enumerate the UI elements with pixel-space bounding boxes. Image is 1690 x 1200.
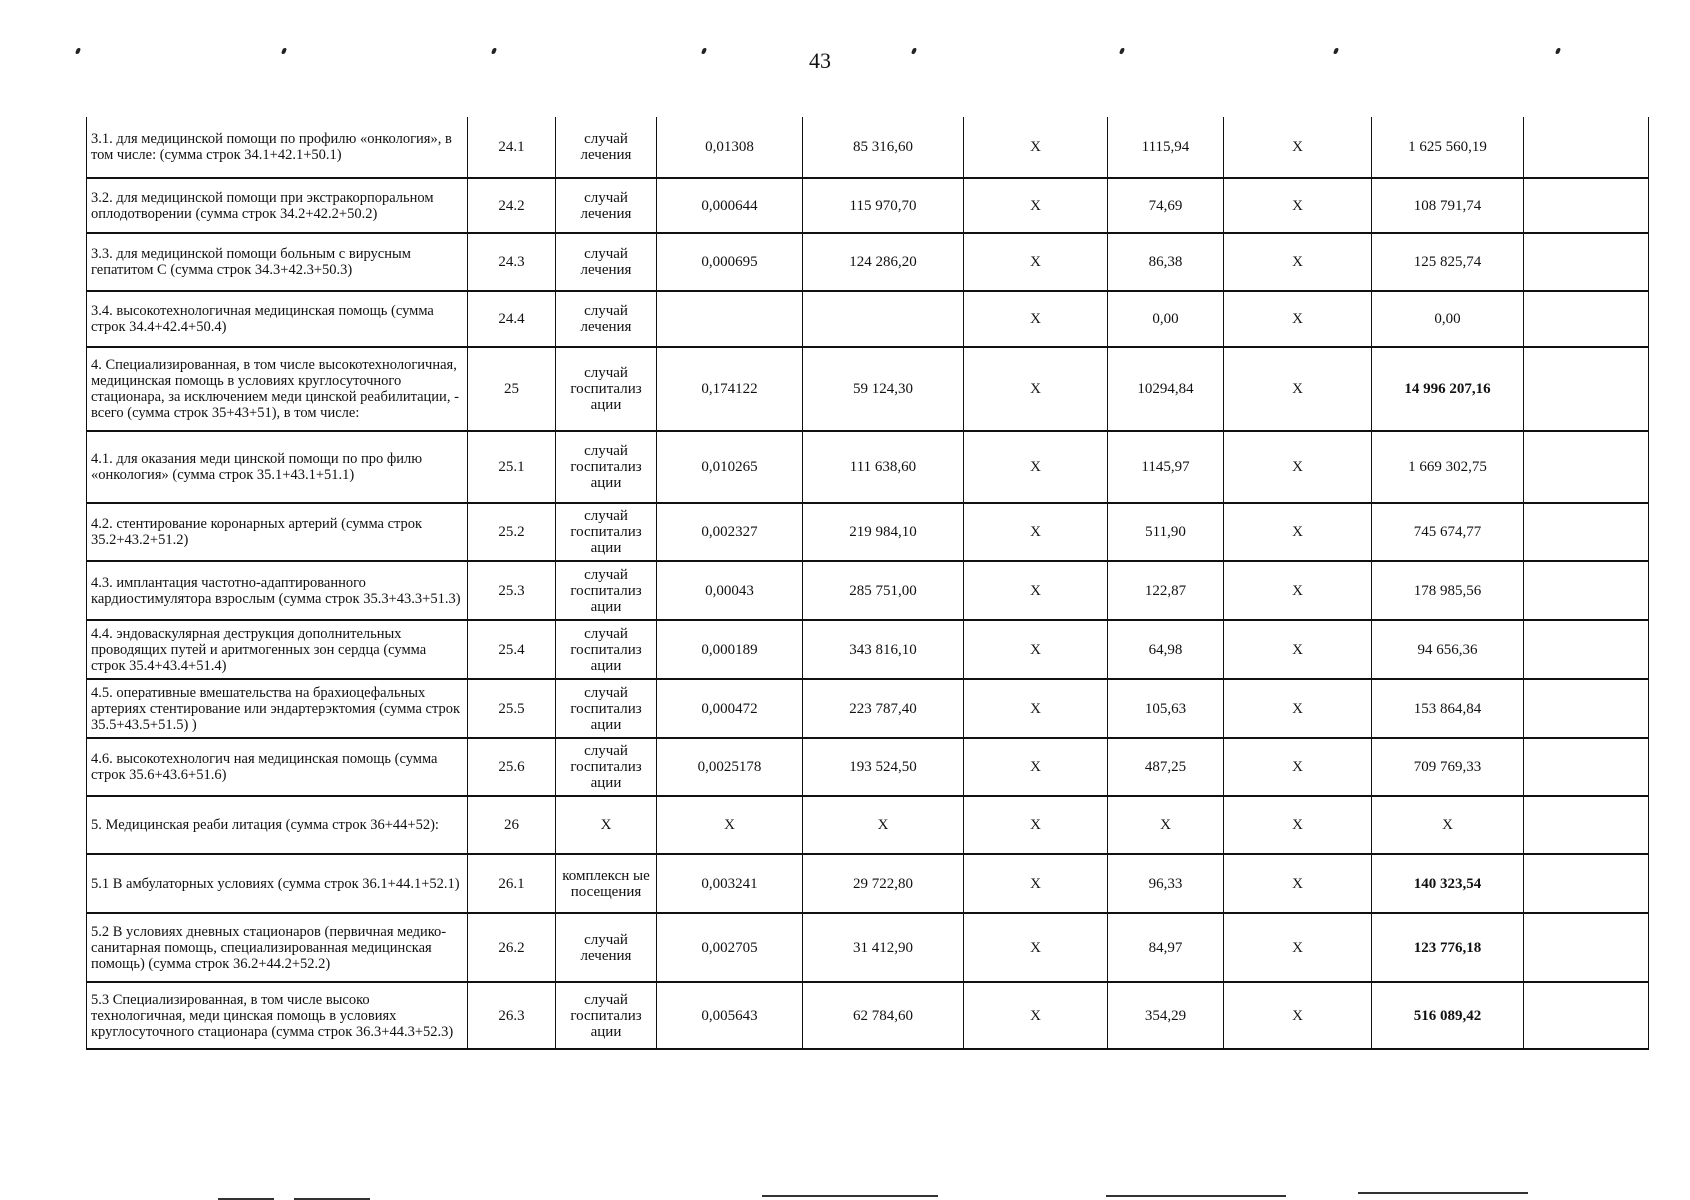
normative-volume: 0,000472 xyxy=(657,679,803,738)
unit-cost: 111 638,60 xyxy=(803,431,964,503)
total-amount: 516 089,42 xyxy=(1372,982,1524,1049)
table-row xyxy=(87,561,1649,620)
total-amount: 1 625 560,19 xyxy=(1372,117,1524,178)
total-amount: 0,00 xyxy=(1372,291,1524,347)
total-amount: X xyxy=(1372,796,1524,854)
table-row xyxy=(87,178,1649,233)
row-description: 5.1 В амбулаторных условиях (сумма строк 36.1+44.1+52.1) xyxy=(87,854,468,913)
total-amount: 123 776,18 xyxy=(1372,913,1524,982)
per-capita-value: 10294,84 xyxy=(1108,347,1224,431)
total-amount: 140 323,54 xyxy=(1372,854,1524,913)
cell-col5: X xyxy=(964,679,1108,738)
table-row xyxy=(87,503,1649,561)
table-row xyxy=(87,982,1649,1049)
cell-col9 xyxy=(1524,679,1649,738)
scan-mark xyxy=(911,48,917,54)
per-capita-value: 105,63 xyxy=(1108,679,1224,738)
cell-col9 xyxy=(1524,796,1649,854)
total-amount: 709 769,33 xyxy=(1372,738,1524,796)
unit-of-measure: случай госпитализ ации xyxy=(556,738,657,796)
table-row xyxy=(87,738,1649,796)
unit-of-measure: случай госпитализ ации xyxy=(556,431,657,503)
unit-cost: 223 787,40 xyxy=(803,679,964,738)
table-row xyxy=(87,913,1649,982)
table-row xyxy=(87,347,1649,431)
unit-cost xyxy=(803,291,964,347)
line-number: 25.5 xyxy=(468,679,556,738)
cell-col7: X xyxy=(1224,738,1372,796)
normative-volume: 0,005643 xyxy=(657,982,803,1049)
cell-col5: X xyxy=(964,738,1108,796)
table-row xyxy=(87,117,1649,178)
cell-col7: X xyxy=(1224,347,1372,431)
scan-mark xyxy=(1119,48,1125,54)
line-number: 26.2 xyxy=(468,913,556,982)
cell-col7: X xyxy=(1224,178,1372,233)
row-description: 5. Медицинская реаби литация (сумма строк 36+44+52): xyxy=(87,796,468,854)
unit-of-measure: случай лечения xyxy=(556,291,657,347)
row-description: 5.3 Специализированная, в том числе высоко технологичная, меди цинская помощь в условиях круглосуточного стационара (сумма строк 36.3+44.3+52.3) xyxy=(87,982,468,1049)
table-row xyxy=(87,854,1649,913)
cell-col5: X xyxy=(964,431,1108,503)
normative-volume xyxy=(657,291,803,347)
signature-line xyxy=(1106,1195,1286,1197)
cell-col9 xyxy=(1524,347,1649,431)
total-amount: 1 669 302,75 xyxy=(1372,431,1524,503)
cell-col5: X xyxy=(964,233,1108,291)
line-number: 25.2 xyxy=(468,503,556,561)
cell-col9 xyxy=(1524,620,1649,679)
row-description: 3.1. для медицинской помощи по профилю «онкология», в том числе: (сумма строк 34.1+42.1+50.1) xyxy=(87,117,468,178)
unit-of-measure: случай госпитализ ации xyxy=(556,503,657,561)
line-number: 26 xyxy=(468,796,556,854)
row-description: 4.6. высокотехнологич ная медицинская помощь (сумма строк 35.6+43.6+51.6) xyxy=(87,738,468,796)
total-amount: 125 825,74 xyxy=(1372,233,1524,291)
cell-col9 xyxy=(1524,503,1649,561)
cell-col9 xyxy=(1524,117,1649,178)
normative-volume: 0,000695 xyxy=(657,233,803,291)
cell-col5: X xyxy=(964,291,1108,347)
cell-col7: X xyxy=(1224,982,1372,1049)
data-table xyxy=(86,117,1649,1050)
total-amount: 108 791,74 xyxy=(1372,178,1524,233)
cell-col5: X xyxy=(964,561,1108,620)
cell-col5: X xyxy=(964,178,1108,233)
cell-col9 xyxy=(1524,291,1649,347)
scan-mark xyxy=(1333,48,1339,54)
unit-cost: X xyxy=(803,796,964,854)
cell-col5: X xyxy=(964,620,1108,679)
total-amount: 745 674,77 xyxy=(1372,503,1524,561)
cell-col7: X xyxy=(1224,503,1372,561)
per-capita-value: 354,29 xyxy=(1108,982,1224,1049)
cell-col7: X xyxy=(1224,431,1372,503)
row-description: 4. Специализированная, в том числе высокотехнологичная, медицинская помощь в условиях круглосуточного стационара, за исключением меди цинской реабилитации, - всего (сумма строк 35+43+51), в том числе: xyxy=(87,347,468,431)
total-amount: 14 996 207,16 xyxy=(1372,347,1524,431)
cell-col9 xyxy=(1524,178,1649,233)
normative-volume: 0,003241 xyxy=(657,854,803,913)
line-number: 25.4 xyxy=(468,620,556,679)
unit-cost: 31 412,90 xyxy=(803,913,964,982)
cell-col7: X xyxy=(1224,620,1372,679)
table-row xyxy=(87,291,1649,347)
table-row xyxy=(87,679,1649,738)
cell-col7: X xyxy=(1224,854,1372,913)
normative-volume: 0,002327 xyxy=(657,503,803,561)
unit-of-measure: случай госпитализ ации xyxy=(556,982,657,1049)
scan-mark xyxy=(701,48,707,54)
row-description: 5.2 В условиях дневных стационаров (первичная медико-санитарная помощь, специализированная медицинская помощь) (сумма строк 36.2+44.2+52.2) xyxy=(87,913,468,982)
cell-col7: X xyxy=(1224,233,1372,291)
normative-volume: 0,174122 xyxy=(657,347,803,431)
unit-cost: 115 970,70 xyxy=(803,178,964,233)
per-capita-value: 487,25 xyxy=(1108,738,1224,796)
line-number: 24.1 xyxy=(468,117,556,178)
cell-col5: X xyxy=(964,982,1108,1049)
total-amount: 94 656,36 xyxy=(1372,620,1524,679)
scan-mark xyxy=(491,48,497,54)
per-capita-value: 74,69 xyxy=(1108,178,1224,233)
unit-of-measure: случай лечения xyxy=(556,117,657,178)
line-number: 24.3 xyxy=(468,233,556,291)
row-description: 4.1. для оказания меди цинской помощи по про филю «онкология» (сумма строк 35.1+43.1+51.1) xyxy=(87,431,468,503)
per-capita-value: 122,87 xyxy=(1108,561,1224,620)
line-number: 26.1 xyxy=(468,854,556,913)
cell-col5: X xyxy=(964,347,1108,431)
unit-cost: 285 751,00 xyxy=(803,561,964,620)
per-capita-value: 86,38 xyxy=(1108,233,1224,291)
line-number: 25 xyxy=(468,347,556,431)
unit-of-measure: случай госпитализ ации xyxy=(556,679,657,738)
cell-col7: X xyxy=(1224,561,1372,620)
unit-of-measure: случай госпитализ ации xyxy=(556,347,657,431)
cell-col9 xyxy=(1524,561,1649,620)
cell-col9 xyxy=(1524,913,1649,982)
normative-volume: 0,010265 xyxy=(657,431,803,503)
per-capita-value: 0,00 xyxy=(1108,291,1224,347)
row-description: 3.2. для медицинской помощи при экстракорпоральном оплодотворении (сумма строк 34.2+42.2+50.2) xyxy=(87,178,468,233)
unit-cost: 29 722,80 xyxy=(803,854,964,913)
line-number: 25.3 xyxy=(468,561,556,620)
per-capita-value: 1115,94 xyxy=(1108,117,1224,178)
unit-of-measure: X xyxy=(556,796,657,854)
cell-col9 xyxy=(1524,738,1649,796)
per-capita-value: X xyxy=(1108,796,1224,854)
per-capita-value: 511,90 xyxy=(1108,503,1224,561)
row-description: 3.3. для медицинской помощи больным с вирусным гепатитом С (сумма строк 34.3+42.3+50.3) xyxy=(87,233,468,291)
total-amount: 178 985,56 xyxy=(1372,561,1524,620)
row-description: 3.4. высокотехнологичная медицинская помощь (сумма строк 34.4+42.4+50.4) xyxy=(87,291,468,347)
signature-line xyxy=(1358,1192,1528,1194)
per-capita-value: 64,98 xyxy=(1108,620,1224,679)
cell-col7: X xyxy=(1224,291,1372,347)
normative-volume: 0,000189 xyxy=(657,620,803,679)
cell-col5: X xyxy=(964,796,1108,854)
row-description: 4.3. имплантация частотно-адаптированного кардиостимулятора взрослым (сумма строк 35.3+43.3+51.3) xyxy=(87,561,468,620)
cell-col5: X xyxy=(964,913,1108,982)
normative-volume: 0,000644 xyxy=(657,178,803,233)
cell-col9 xyxy=(1524,431,1649,503)
unit-of-measure: случай госпитализ ации xyxy=(556,620,657,679)
scan-mark xyxy=(1555,48,1561,54)
scan-mark xyxy=(281,48,287,54)
table-row xyxy=(87,233,1649,291)
unit-cost: 62 784,60 xyxy=(803,982,964,1049)
unit-of-measure: случай госпитализ ации xyxy=(556,561,657,620)
normative-volume: 0,002705 xyxy=(657,913,803,982)
normative-volume: 0,01308 xyxy=(657,117,803,178)
cell-col7: X xyxy=(1224,679,1372,738)
cell-col5: X xyxy=(964,854,1108,913)
cell-col7: X xyxy=(1224,117,1372,178)
cell-col5: X xyxy=(964,117,1108,178)
page-number: 43 xyxy=(809,48,831,73)
normative-volume: 0,0025178 xyxy=(657,738,803,796)
signature-line xyxy=(762,1195,938,1197)
line-number: 25.6 xyxy=(468,738,556,796)
line-number: 25.1 xyxy=(468,431,556,503)
unit-cost: 59 124,30 xyxy=(803,347,964,431)
table-row xyxy=(87,796,1649,854)
cell-col9 xyxy=(1524,233,1649,291)
cell-col9 xyxy=(1524,854,1649,913)
cell-col5: X xyxy=(964,503,1108,561)
unit-cost: 343 816,10 xyxy=(803,620,964,679)
line-number: 24.2 xyxy=(468,178,556,233)
table-row xyxy=(87,620,1649,679)
unit-of-measure: случай лечения xyxy=(556,233,657,291)
cell-col9 xyxy=(1524,982,1649,1049)
total-amount: 153 864,84 xyxy=(1372,679,1524,738)
row-description: 4.2. стентирование коронарных артерий (сумма строк 35.2+43.2+51.2) xyxy=(87,503,468,561)
unit-cost: 124 286,20 xyxy=(803,233,964,291)
per-capita-value: 96,33 xyxy=(1108,854,1224,913)
scan-mark xyxy=(75,48,81,54)
normative-volume: 0,00043 xyxy=(657,561,803,620)
cell-col7: X xyxy=(1224,913,1372,982)
line-number: 26.3 xyxy=(468,982,556,1049)
unit-of-measure: случай лечения xyxy=(556,913,657,982)
row-description: 4.4. эндоваскулярная деструкция дополнительных проводящих путей и аритмогенных зон сердца (сумма строк 35.4+43.4+51.4) xyxy=(87,620,468,679)
unit-of-measure: случай лечения xyxy=(556,178,657,233)
per-capita-value: 1145,97 xyxy=(1108,431,1224,503)
line-number: 24.4 xyxy=(468,291,556,347)
unit-cost: 85 316,60 xyxy=(803,117,964,178)
table-row xyxy=(87,431,1649,503)
unit-of-measure: комплексн ые посещения xyxy=(556,854,657,913)
per-capita-value: 84,97 xyxy=(1108,913,1224,982)
row-description: 4.5. оперативные вмешательства на брахиоцефальных артериях стентирование или эндартерэктомия (сумма строк 35.5+43.5+51.5) ) xyxy=(87,679,468,738)
cell-col7: X xyxy=(1224,796,1372,854)
unit-cost: 193 524,50 xyxy=(803,738,964,796)
normative-volume: X xyxy=(657,796,803,854)
unit-cost: 219 984,10 xyxy=(803,503,964,561)
